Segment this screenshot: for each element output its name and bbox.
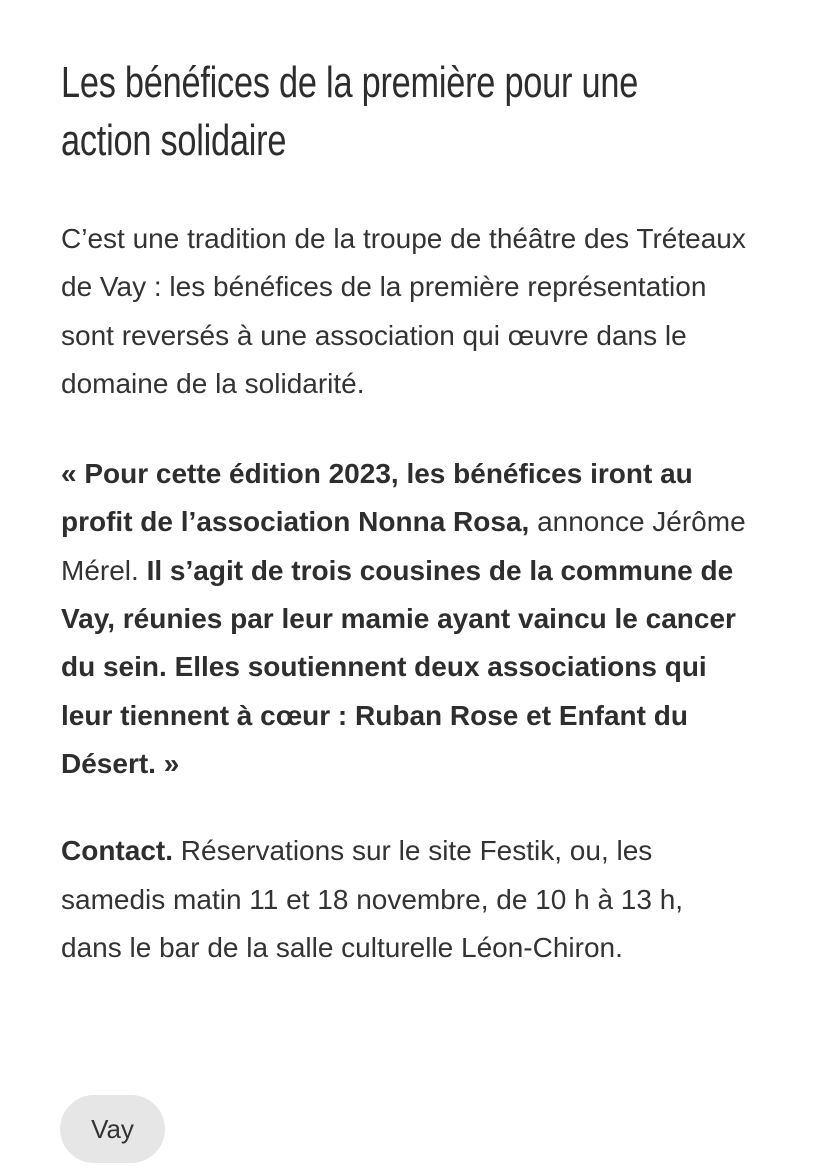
- article-body: [61, 54, 751, 972]
- tag-vay[interactable]: Vay: [60, 1095, 165, 1163]
- contact-label: Contact.: [61, 835, 173, 867]
- section-heading: Les bénéfices de la première pour une action solidaire: [61, 58, 639, 165]
- quote-part-2: Il s’agit de trois cousines de la commune de Vay, réunies par leur mamie ayant vaincu le cancer du sein. Elles soutiennent deux associations qui leur tiennent à cœur : Ruban Rose et Enfant du Désert. »: [61, 554, 736, 779]
- quote-paragraph: [61, 450, 751, 788]
- contact-text: Réservations sur le site Festik, ou, les samedis matin 11 et 18 novembre, de 10 h à 13 h, dans le bar de la salle culturelle Léon-Chiron.: [61, 835, 684, 963]
- intro-paragraph: C’est une tradition de la troupe de théâtre des Tréteaux de Vay : les bénéfices de la première représentation sont reversés à une association qui œuvre dans le domaine de la solidarité.: [61, 223, 746, 399]
- quote-part-1: « Pour cette édition 2023, les bénéfices iront au profit de l’association Nonna Rosa,: [61, 458, 693, 538]
- quote-attribution: annonce Jérôme Mérel.: [61, 506, 746, 586]
- contact-paragraph: [61, 827, 751, 972]
